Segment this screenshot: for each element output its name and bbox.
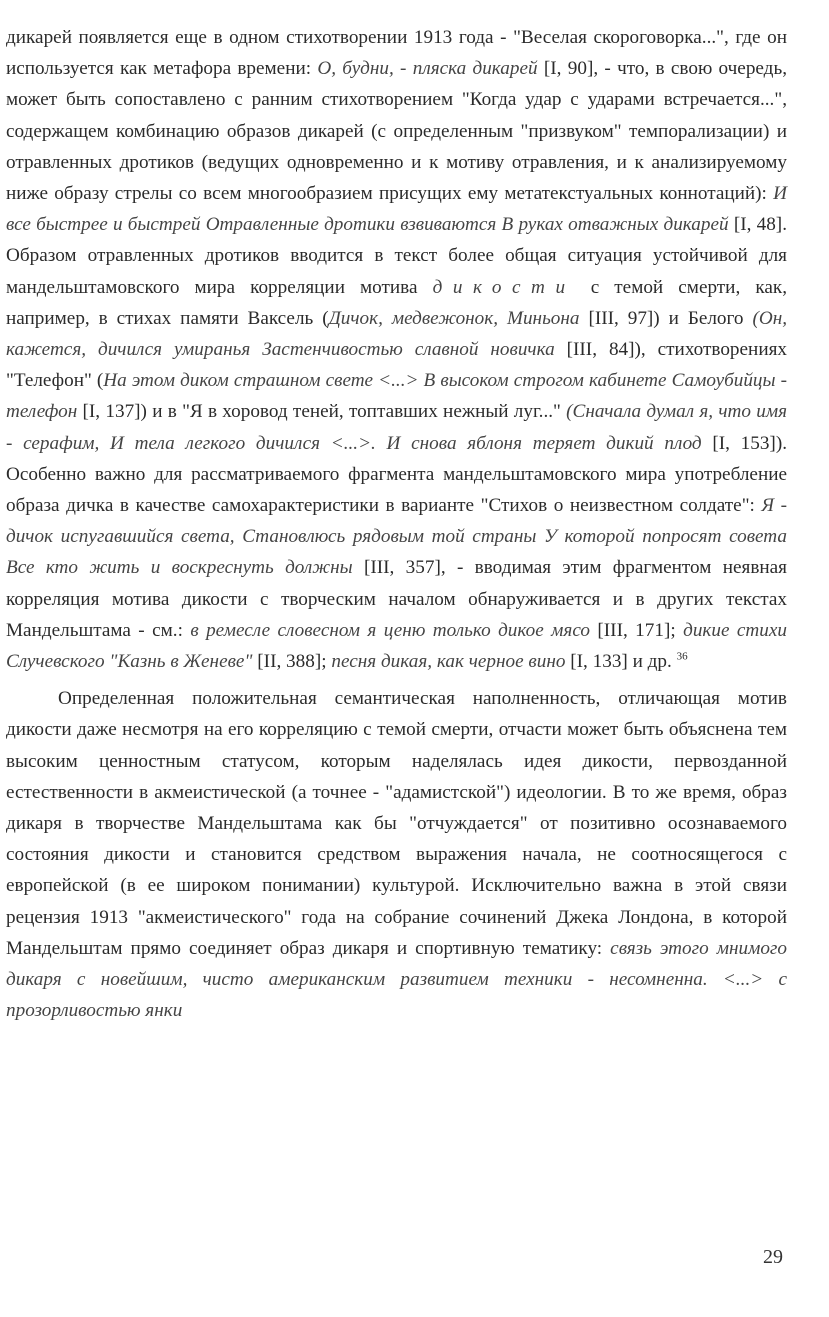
text-run: с темой смерти, как, например, в стихах памяти Ваксель (	[6, 276, 787, 329]
page-number: 29	[763, 1246, 783, 1268]
text-run: [I, 137]) и в "Я в хоровод теней, топтавших нежный луг..."	[77, 401, 567, 423]
italic-quote: Я - дичок испугавшийся света, Становлюсь рядовым той страны У которой попросят совета Все кто жить и воскреснуть должны	[6, 495, 787, 579]
italic-quote: дикие стихи Случевского "Казнь в Женеве"	[6, 619, 787, 673]
italic-quote: (Сначала думал я, что имя - серафим, И тела легкого дичился <...>. И снова яблоня теряет дикий плод	[6, 401, 787, 454]
italic-quote: Дичок, медвежонок, Миньона	[328, 307, 580, 329]
paragraph-1	[6, 22, 787, 677]
text-run: [I, 133] и др.	[565, 651, 677, 673]
footnote-marker: 36	[676, 650, 688, 663]
italic-quote: И все быстрее и быстрей Отравленные дротики взвиваются В руках отважных дикарей	[6, 183, 787, 236]
italic-quote: На этом диком страшном свете <...> В высоком строгом кабинете Самоубийцы - телефон	[6, 370, 787, 423]
italic-quote: (Он, кажется, дичился умиранья Застенчивостью славной новичка	[6, 307, 788, 361]
text-run: [III, 97]) и Белого	[579, 307, 753, 329]
text-run: Определенная положительная семантическая наполненность, отличающая мотив дикости даже несмотря на его корреляцию с темой смерти, отчасти может быть объяснена тем высоким ценностным статусом, которым наделялась идея дикости, первозданной естественности в акмеистической (а точнее - "адамистской") идеологии. В то же время, образ дикаря в творчестве Мандельштама как бы "отчуждается" от позитивно осознаваемого состояния дикости и становится средством выражения начала, не соотносящегося с европейской (в ее широком понимании) культурой. Исключительно важна в этой связи рецензия 1913 "акмеистического" года на собрание сочинений Джека Лондона, в которой Мандельштам прямо соединяет образ дикаря и спортивную тематику:	[6, 688, 787, 959]
text-run: [III, 357], - вводимая этим фрагментом неявная корреляция мотива дикости с творческим началом обнаруживается и в других текстах Мандельштама - см.:	[6, 557, 787, 641]
spaced-emphasis: дикости	[432, 276, 576, 298]
text-run: дикарей появляется еще в одном стихотворении 1913 года - "Веселая скороговорка...", где он используется как метафора времени:	[6, 27, 787, 80]
italic-quote: песня дикая, как черное вино	[331, 651, 566, 673]
italic-quote: в ремесле словесном я ценю только дикое мясо	[190, 619, 590, 641]
paragraph-2	[6, 683, 787, 1026]
text-run: [III, 171];	[589, 619, 684, 641]
italic-quote: связь этого мнимого дикаря с новейшим, чисто американским развитием техники - несомненна. <...> с прозорливостью янки	[6, 937, 788, 1022]
text-run: [III, 84]), стихотворениях "Телефон" (	[6, 339, 788, 392]
text-run: [II, 388];	[252, 651, 332, 673]
text-run: [I, 90], - что, в свою очередь, может быть сопоставлено с ранним стихотворением "Когда удар с ударами встречается...", содержащем комбинацию образов дикарей (с определенным "призвуком" темпорализации) и отравленных дротиков (ведущих одновременно и к мотиву отравления, и к анализируемому ниже образу стрелы со всем многообразием присущих ему метатекстуальных коннотаций):	[6, 58, 787, 205]
text-run: [I, 153]). Особенно важно для рассматриваемого фрагмента мандельштамовского мира употребление образа дичка в качестве самохарактеристики в варианте "Стихов о неизвестном солдате":	[6, 432, 788, 517]
text-run: [I, 48]. Образом отравленных дротиков вводится в текст более общая ситуация устойчивой для мандельштамовского мира корреляции мотива	[6, 214, 787, 298]
italic-quote: О, будни, - пляска дикарей	[317, 58, 538, 80]
